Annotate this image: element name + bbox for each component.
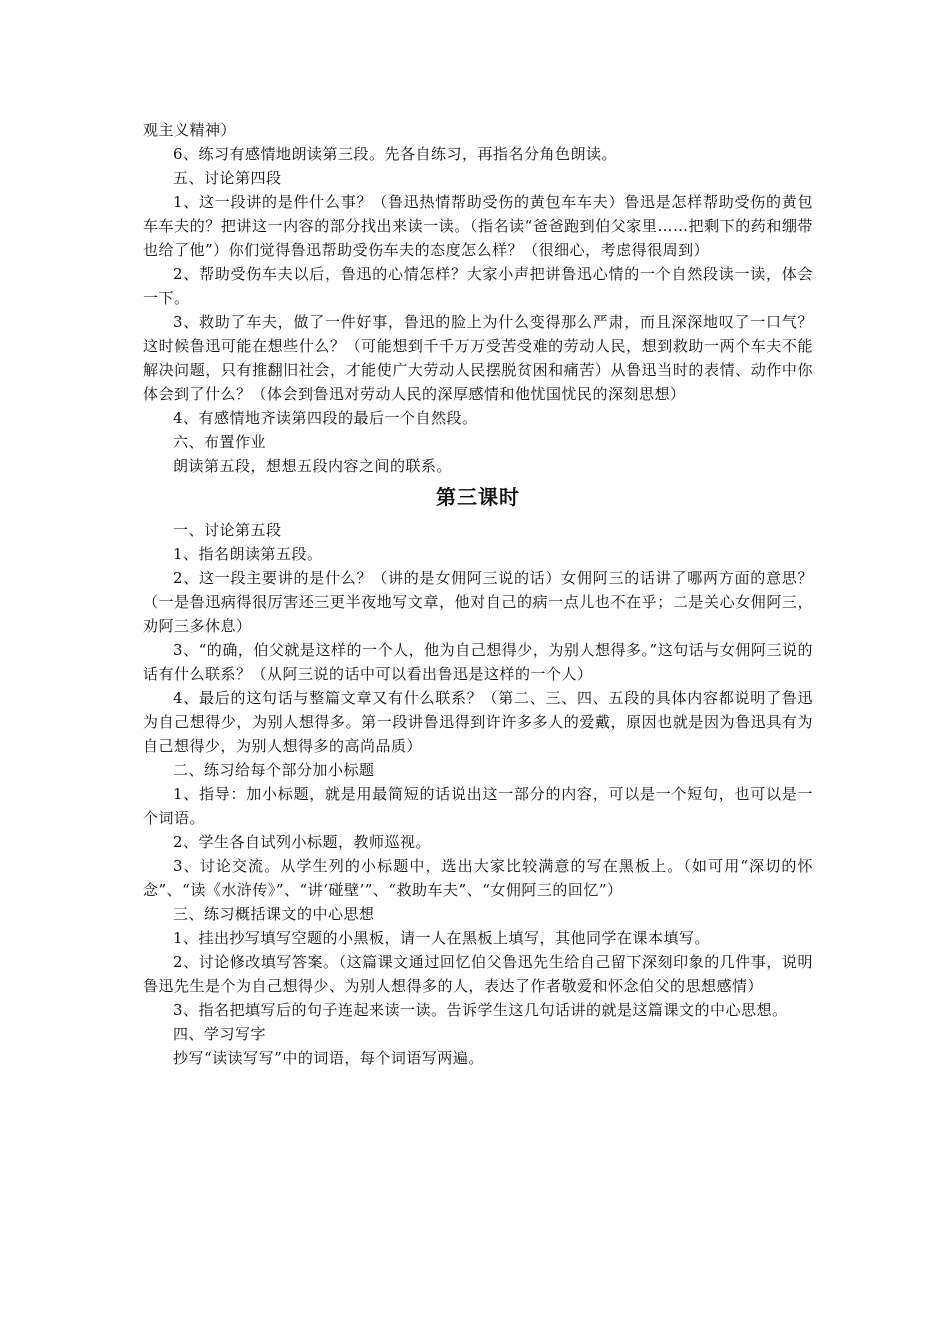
paragraph: 观主义精神） (143, 121, 237, 139)
section-heading: 四、学习写字 (173, 1025, 267, 1043)
paragraph: 2、学生各自试列小标题，教师巡视。 (173, 833, 432, 851)
paragraph: 1、这一段讲的是件什么事？（鲁迅热情帮助受伤的黄包车车夫）鲁迅是怎样帮助受伤的黄包车车夫的？把讲这一内容的部分找出来读一读。（指名读“爸爸跑到伯父家里……把剩下的药和绷带也给了他”）你们觉得鲁迅帮助受伤车夫的态度怎么样？（很细心，考虑得很周到） (143, 193, 813, 259)
paragraph: 4、最后的这句话与整篇文章又有什么联系？（第二、三、四、五段的具体内容都说明了鲁迅为自己想得少，为别人想得多。第一段讲鲁迅得到许许多多人的爱戴，原因也就是因为鲁迅具有为自己想得少，为别人想得多的高尚品质） (143, 689, 813, 755)
paragraph: 朗读第五段，想想五段内容之间的联系。 (173, 457, 453, 475)
section-heading: 一、讨论第五段 (173, 521, 282, 539)
paragraph: 抄写“读读写写”中的词语，每个词语写两遍。 (173, 1049, 484, 1067)
paragraph: 2、帮助受伤车夫以后，鲁迅的心情怎样？大家小声把讲鲁迅心情的一个自然段读一读，体会一下。 (143, 265, 813, 307)
section-heading: 五、讨论第四段 (173, 169, 282, 187)
lesson-title: 第三课时 (436, 485, 520, 509)
section-heading: 三、练习概括课文的中心思想 (173, 905, 375, 923)
section-heading: 六、布置作业 (173, 433, 267, 451)
paragraph: 1、挂出抄写填写空题的小黑板，请一人在黑板上填写，其他同学在课本填写。 (173, 929, 711, 947)
document-page (143, 118, 813, 1070)
paragraph: 6、练习有感情地朗读第三段。先各自练习，再指名分角色朗读。 (173, 145, 618, 163)
paragraph: 3、指名把填写后的句子连起来读一读。告诉学生这几句话讲的就是这篇课文的中心思想。 (173, 1001, 788, 1019)
paragraph: 3、救助了车夫，做了一件好事，鲁迅的脸上为什么变得那么严肃，而且深深地叹了一口气？这时候鲁迅可能在想些什么？（可能想到千千万万受苦受难的劳动人民，想到救助一两个车夫不能解决问题，只有推翻旧社会，才能使广大劳动人民摆脱贫困和痛苦）从鲁迅当时的表情、动作中你体会到了什么？（体会到鲁迅对劳动人民的深厚感情和他忧国忧民的深刻思想） (143, 313, 813, 403)
paragraph: 1、指名朗读第五段。 (173, 545, 323, 563)
paragraph: 2、讨论修改填写答案。（这篇课文通过回忆伯父鲁迅先生给自己留下深刻印象的几件事，说明鲁迅先生是个为自己想得少、为别人想得多的人，表达了作者敬爱和怀念伯父的思想感情） (143, 953, 813, 995)
paragraph: 1、指导：加小标题，就是用最简短的话说出这一部分的内容，可以是一个短句，也可以是一个词语。 (143, 785, 813, 827)
paragraph: 3、讨论交流。从学生列的小标题中，选出大家比较满意的写在黑板上。（如可用“深切的怀念”、“读《水浒传》”、“讲‘碰壁’”、“救助车夫”、“女佣阿三的回忆”） (143, 857, 813, 899)
paragraph: 2、这一段主要讲的是什么？（讲的是女佣阿三说的话）女佣阿三的话讲了哪两方面的意思？（一是鲁迅病得很厉害还三更半夜地写文章，他对自己的病一点儿也不在乎；二是关心女佣阿三，劝阿三多休息） (143, 569, 813, 635)
section-heading: 二、练习给每个部分加小标题 (173, 761, 375, 779)
paragraph: 4、有感情地齐读第四段的最后一个自然段。 (173, 409, 478, 427)
paragraph: 3、“的确，伯父就是这样的一个人，他为自己想得少，为别人想得多。”这句话与女佣阿三说的话有什么联系？（从阿三说的话中可以看出鲁迅是这样的一个人） (143, 641, 813, 683)
